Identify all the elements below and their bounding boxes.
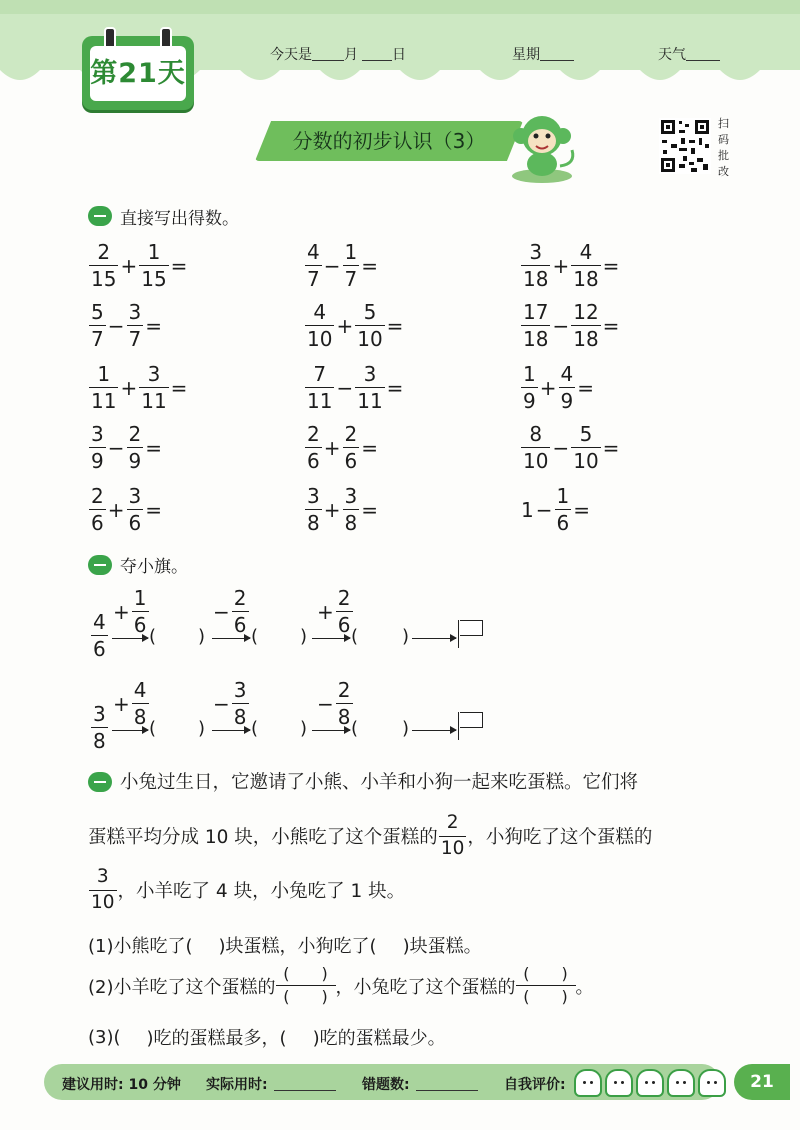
operator: −	[552, 313, 570, 338]
question-2: (2)小羊吃了这个蛋糕的 ( ) ( ) ，小兔吃了这个蛋糕的 ( ) ( ) 。	[88, 964, 594, 1006]
fraction: $\frac{8}{10}$	[523, 422, 549, 473]
operator: =	[602, 253, 620, 278]
fraction: $\frac{12}{18}$	[573, 300, 599, 351]
operator: =	[386, 313, 404, 338]
fraction: $\frac{4}{9}$	[560, 362, 574, 413]
start-fraction: $\frac{3}{8}$	[93, 702, 106, 753]
step-operation: − $\frac{2}{6}$	[213, 586, 247, 637]
arrow-icon	[112, 730, 148, 731]
fraction: $\frac{3}{11}$	[141, 362, 167, 413]
answer-box-close[interactable]: )	[402, 626, 410, 647]
fraction: $\frac{1}{6}$	[556, 484, 570, 535]
fraction: $\frac{5}{10}$	[573, 422, 599, 473]
calc-problem	[88, 364, 188, 411]
arrow-icon	[312, 638, 350, 639]
calc-problem	[520, 302, 620, 349]
answer-box-close[interactable]: )	[198, 626, 206, 647]
rating-bun-icon[interactable]	[698, 1069, 726, 1097]
section-two-title: 夺小旗。	[120, 557, 188, 577]
fraction: $\frac{2}{9}$	[128, 422, 142, 473]
problem-text-line3: $\frac{3}{10}$ ，小羊吃了 4 块，小兔吃了 1 块。	[91, 866, 406, 913]
calc-problem	[304, 302, 404, 349]
fraction: $\frac{2}{6}$	[91, 484, 104, 535]
day-badge	[82, 36, 194, 110]
arrow-icon	[412, 730, 456, 731]
actual-time-field: 实际用时:	[206, 1074, 336, 1094]
fraction: $\frac{5}{7}$	[91, 300, 104, 351]
fraction: $\frac{2}{15}$	[91, 240, 117, 291]
operator: =	[170, 253, 188, 278]
answer-box-open[interactable]: (	[149, 626, 157, 647]
flag-icon	[460, 712, 483, 728]
fraction: $\frac{4}{7}$	[307, 240, 320, 291]
fraction: $\frac{1}{7}$	[344, 240, 358, 291]
operator: +	[323, 435, 341, 460]
operator: −	[552, 435, 570, 460]
fraction: $\frac{7}{11}$	[307, 362, 333, 413]
calc-problem	[304, 364, 404, 411]
calc-problem	[520, 364, 595, 411]
answer-box-close[interactable]: )	[300, 718, 308, 739]
fraction-answer-blank[interactable]: ( ) ( )	[276, 966, 336, 1005]
qr-code-icon[interactable]	[659, 118, 711, 174]
operator: −	[336, 375, 354, 400]
fraction: $\frac{4}{10}$	[307, 300, 333, 351]
answer-box-open[interactable]: (	[351, 626, 359, 647]
step-operation: + $\frac{1}{6}$	[113, 586, 147, 637]
operator: =	[386, 375, 404, 400]
fraction: $\frac{5}{10}$	[357, 300, 383, 351]
rating-bun-icon[interactable]	[667, 1069, 695, 1097]
section-three-icon	[88, 772, 112, 792]
self-rating	[574, 1069, 726, 1097]
fraction: $\frac{3}{8}$	[307, 484, 320, 535]
operator: +	[107, 497, 125, 522]
page-title: 分数的初步认识（3）	[292, 129, 486, 153]
answer-box-open[interactable]: (	[251, 626, 259, 647]
operator: +	[539, 375, 557, 400]
fraction: $\frac{3}{11}$	[357, 362, 383, 413]
operator: −	[535, 497, 553, 522]
calc-problem	[88, 242, 188, 289]
answer-box-open[interactable]: (	[251, 718, 259, 739]
operator: =	[602, 435, 620, 460]
self-eval-label: 自我评价:	[504, 1077, 566, 1093]
operator: =	[361, 253, 378, 278]
suggested-time: 建议用时: 10 分钟	[62, 1077, 181, 1093]
fraction: $\frac{2}{6}$	[307, 422, 320, 473]
fraction: $\frac{2}{10}$	[440, 812, 465, 859]
fraction: $\frac{17}{18}$	[523, 300, 549, 351]
operator: +	[336, 313, 354, 338]
day-label: 第21天	[90, 46, 186, 101]
operator: −	[107, 313, 125, 338]
calc-problem	[304, 424, 379, 471]
fraction: $\frac{3}{7}$	[128, 300, 142, 351]
operator: +	[323, 497, 341, 522]
month-blank[interactable]	[312, 46, 344, 61]
fraction-answer-blank[interactable]: ( ) ( )	[516, 966, 576, 1005]
step-operation: + $\frac{4}{8}$	[113, 678, 147, 729]
scan-to-grade-label: 扫 码 批 改	[718, 117, 729, 178]
rating-bun-icon[interactable]	[574, 1069, 602, 1097]
flag-pole-icon	[458, 620, 459, 648]
step-operation: − $\frac{2}{8}$	[317, 678, 351, 729]
calc-problem	[88, 302, 163, 349]
fraction: $\frac{3}{18}$	[523, 240, 549, 291]
fraction: $\frac{1}{9}$	[523, 362, 536, 413]
operator: =	[573, 497, 590, 522]
start-fraction: $\frac{4}{6}$	[93, 610, 106, 661]
number: 1	[521, 497, 534, 522]
operator: =	[145, 435, 162, 460]
weekday-field: 星期	[512, 44, 574, 64]
arrow-icon	[212, 730, 250, 731]
page-number: 21	[734, 1064, 790, 1100]
fraction: $\frac{2}{6}$	[344, 422, 358, 473]
operator: −	[323, 253, 341, 278]
operator: −	[107, 435, 125, 460]
arrow-icon	[312, 730, 350, 731]
flag-pole-icon	[458, 712, 459, 740]
answer-box-close[interactable]: )	[300, 626, 308, 647]
section-one-icon	[88, 206, 112, 226]
operator: =	[170, 375, 188, 400]
operator: +	[552, 253, 570, 278]
weather-blank[interactable]	[686, 46, 720, 61]
question-3: (3)( )吃的蛋糕最多，( )吃的蛋糕最少。	[88, 1026, 446, 1049]
day-blank[interactable]	[362, 46, 392, 61]
fraction: $\frac{1}{11}$	[91, 362, 117, 413]
step-operation: + $\frac{2}{6}$	[317, 586, 351, 637]
answer-box-close[interactable]: )	[198, 718, 206, 739]
fraction: $\frac{4}{18}$	[573, 240, 599, 291]
rating-bun-icon[interactable]	[605, 1069, 633, 1097]
weekday-blank[interactable]	[540, 46, 574, 61]
flag-icon	[460, 620, 483, 636]
calc-problem	[304, 486, 379, 533]
step-operation: − $\frac{3}{8}$	[213, 678, 247, 729]
calc-problem	[88, 424, 163, 471]
section-two-icon	[88, 555, 112, 575]
fraction: $\frac{3}{10}$	[91, 866, 115, 913]
answer-box-open[interactable]: (	[351, 718, 359, 739]
fraction: $\frac{1}{15}$	[141, 240, 167, 291]
calc-problem	[520, 242, 620, 289]
calc-problem	[88, 486, 163, 533]
calc-problem	[520, 424, 620, 471]
arrow-icon	[212, 638, 250, 639]
date-field: 今天是 月 日	[270, 47, 406, 63]
operator: +	[120, 253, 138, 278]
calc-problem	[520, 486, 591, 533]
rating-bun-icon[interactable]	[636, 1069, 664, 1097]
arrow-icon	[412, 638, 456, 639]
operator: =	[361, 497, 378, 522]
operator: +	[120, 375, 138, 400]
arrow-icon	[112, 638, 148, 639]
fraction: $\frac{3}{9}$	[91, 422, 104, 473]
operator: =	[145, 313, 162, 338]
fraction: $\frac{3}{8}$	[344, 484, 358, 535]
operator: =	[602, 313, 620, 338]
answer-box-close[interactable]: )	[402, 718, 410, 739]
error-count-blank[interactable]	[416, 1090, 478, 1091]
problem-text-line1: 小兔过生日，它邀请了小熊、小羊和小狗一起来吃蛋糕。它们将	[120, 772, 639, 793]
answer-box-open[interactable]: (	[149, 718, 157, 739]
question-1: (1)小熊吃了( )块蛋糕，小狗吃了( )块蛋糕。	[88, 936, 482, 957]
calc-problem	[304, 242, 379, 289]
monkey-mascot-icon	[500, 106, 584, 184]
operator: =	[361, 435, 378, 460]
problem-text-line2: 蛋糕平均分成 10 块，小熊吃了这个蛋糕的 $\frac{2}{10}$ ，小狗吃了这个蛋糕的	[88, 812, 653, 859]
operator: =	[145, 497, 162, 522]
operator: =	[577, 375, 594, 400]
weather-field: 天气	[658, 44, 720, 64]
actual-time-blank[interactable]	[274, 1090, 336, 1091]
section-one-title: 直接写出得数。	[120, 209, 239, 229]
fraction: $\frac{3}{6}$	[128, 484, 142, 535]
error-count-field: 错题数:	[362, 1074, 478, 1094]
